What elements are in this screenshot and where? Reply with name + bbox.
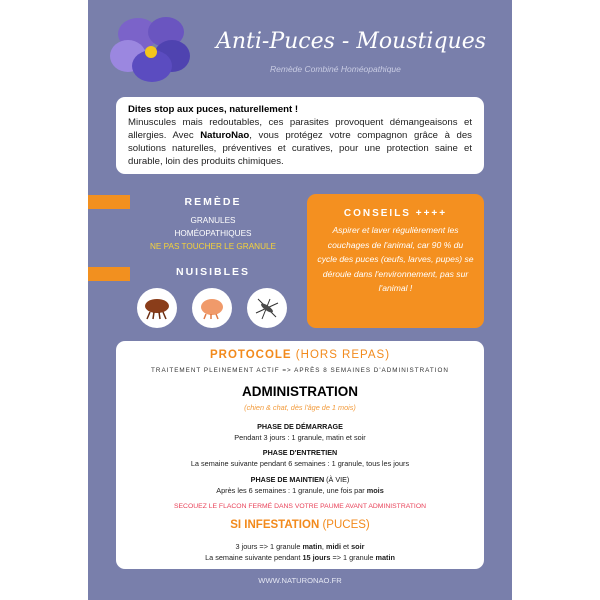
infestation-line xyxy=(116,542,484,551)
administration-subtitle: (chien & chat, dès l'âge de 1 mois) xyxy=(244,403,356,412)
bold: 15 jours xyxy=(302,553,331,562)
phase-name: PHASE D'ENTRETIEN xyxy=(262,448,338,457)
intro-text-2: , vous protégez votre compagnon grâce à des solutions naturelles, préventives et curatives, pour une protection saine et durable, loin des produits chimiques. xyxy=(128,130,472,167)
mosquito-icon xyxy=(247,288,287,328)
phase-desc: La semaine suivante pendant 6 semaines : 1 granule, tous les jours xyxy=(190,459,410,468)
phase-note: (À VIE) xyxy=(324,475,350,484)
nuisibles-heading: NUISIBLES xyxy=(175,266,250,278)
phase-title xyxy=(116,422,484,431)
phase-desc xyxy=(116,486,484,495)
text: , xyxy=(321,542,326,551)
remede-line: GRANULES xyxy=(190,216,236,225)
phase-desc-text: Après les 6 semaines : 1 granule, une fois par xyxy=(216,486,367,495)
phase-name: PHASE DE MAINTIEN xyxy=(250,475,325,484)
bold: matin xyxy=(375,553,395,562)
conseils-text: Aspirer et laver régulièrement les couchages de l'animal, car 90 % du cycle des puces (œufs, larves, pupes) se déroule dans l'environnement, pas sur l'animal ! xyxy=(317,225,474,293)
protocole-box xyxy=(116,341,484,569)
pansy-flower-icon xyxy=(108,12,194,84)
infestation-title-bold: SI INFESTATION xyxy=(230,519,320,531)
website-link[interactable]: WWW.NATURONAO.FR xyxy=(258,576,342,585)
phase-title xyxy=(116,475,484,484)
protocole-title-bold: PROTOCOLE xyxy=(209,349,292,361)
accent-bar xyxy=(88,267,130,281)
protocole-title xyxy=(116,349,484,361)
bold: matin xyxy=(302,542,322,551)
phase-title xyxy=(116,448,484,457)
infestation-title xyxy=(116,519,484,531)
text: La semaine suivante pendant xyxy=(205,553,303,562)
page-title: Anti-Puces - Moustiques xyxy=(215,29,487,54)
remede-warning: NE PAS TOUCHER LE GRANULE xyxy=(149,242,277,251)
protocole-subtitle: TRAITEMENT PLEINEMENT ACTIF => APRÈS 8 SEMAINES D'ADMINISTRATION xyxy=(151,367,449,374)
accent-bar xyxy=(88,195,130,209)
infestation-note: (PUCES) xyxy=(319,519,370,531)
phase-name: PHASE DE DÉMARRAGE xyxy=(257,422,343,431)
phase-desc-bold: mois xyxy=(366,486,384,495)
remede-heading: REMÈDE xyxy=(184,196,242,208)
intro-heading: Dites stop aux puces, naturellement ! xyxy=(128,104,299,115)
conseils-heading: CONSEILS ++++ xyxy=(343,208,448,219)
text: => 1 granule xyxy=(330,553,376,562)
intro-text: Minuscules mais redoutables, ces parasites provoquent démangeaisons et allergies. Avec xyxy=(128,117,472,141)
brand-name: NaturoNao xyxy=(200,130,250,141)
bold: midi xyxy=(325,542,341,551)
intro-box xyxy=(116,97,484,174)
infestation-line xyxy=(116,553,484,562)
bold: soir xyxy=(351,542,365,551)
administration-title: ADMINISTRATION xyxy=(242,384,358,399)
flea-icon xyxy=(137,288,177,328)
conseils-box xyxy=(307,194,484,328)
shake-warning: SECOUEZ LE FLACON FERMÉ DANS VOTRE PAUME AVANT ADMINISTRATION xyxy=(173,503,427,510)
text: 3 jours => 1 granule xyxy=(235,542,303,551)
text: et xyxy=(340,542,352,551)
remede-info xyxy=(138,214,288,253)
flea-larva-icon xyxy=(192,288,232,328)
remede-line: HOMÉOPATHIQUES xyxy=(174,229,252,238)
protocole-title-note: (HORS REPAS) xyxy=(291,349,391,361)
phase-desc: Pendant 3 jours : 1 granule, matin et soir xyxy=(234,433,366,442)
page-subtitle: Remède Combiné Homéopathique xyxy=(270,64,401,74)
